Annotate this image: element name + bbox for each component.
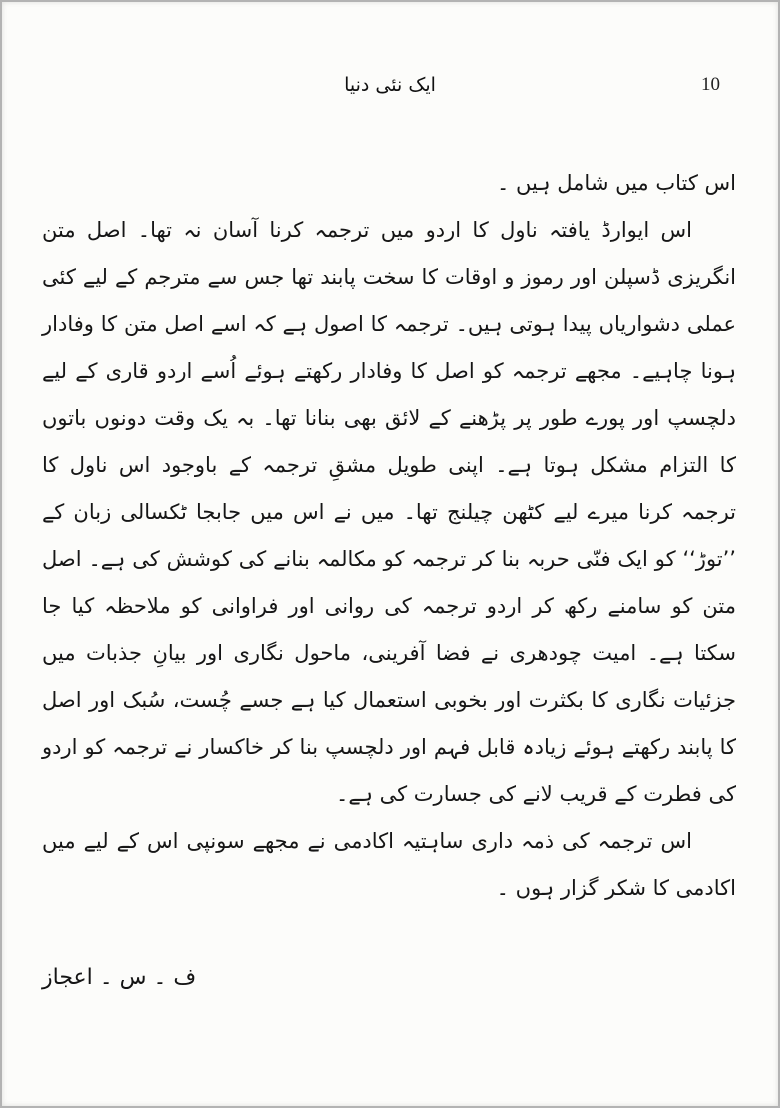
paragraph-closing: اس ترجمہ کی ذمہ داری ساہتیہ اکادمی نے مجھے سونپی اس کے لیے میں اکادمی کا شکر گزار ہوں ۔ bbox=[42, 829, 736, 900]
paragraph-main: اس ایوارڈ یافتہ ناول کا اردو میں ترجمہ کرنا آسان نہ تھا۔ اصل متن انگریزی ڈسپلن اور رموز و اوقات کا سخت پابند تھا جس سے مترجم کے لیے کئی عملی دشواریاں پیدا ہوتی ہیں۔ ترجمہ کا اصول ہے کہ اسے اصل متن کا وفادار ہونا چاہیے۔ مجھے ترجمہ کو اصل کا وفادار رکھتے ہوئے اُسے اردو قاری کے لیے دلچسپ اور پورے طور پر پڑھنے کے لائق بھی بنانا تھا۔ بہ یک وقت دونوں باتوں کا التزام مشکل ہوتا ہے۔ اپنی طویل مشقِ ترجمہ کے باوجود اس ناول کا ترجمہ کرنا میرے لیے کٹھن چیلنج تھا۔ میں نے اس میں جابجا ٹکسالی زبان کے ’’توڑ‘‘ کو ایک فنّی حربہ بنا کر ترجمہ کو مکالمہ بنانے کی کوشش کی ہے۔ اصل متن کو سامنے رکھ کر اردو ترجمہ کی روانی اور فراوانی کو ملاحظہ کیا جا سکتا ہے۔ امیت چودھری نے فضا آفرینی، ماحول نگاری اور بیانِ جذبات میں جزئیات نگاری کا بکثرت اور بخوبی استعمال کیا ہے جسے چُست، سُبک اور اصل کا پابند رکھتے ہوئے زیادہ قابل فہم اور دلچسپ بنا کر خاکسار نے ترجمہ کو اردو کی فطرت کے قریب لانے کی جسارت کی ہے۔ bbox=[42, 218, 736, 806]
paragraph-intro: اس کتاب میں شامل ہیں ۔ bbox=[497, 171, 736, 195]
author-signature: ف ۔ س ۔ اعجاز bbox=[42, 965, 197, 990]
body-text bbox=[42, 160, 736, 1001]
page-number: 10 bbox=[701, 74, 720, 95]
page-title: ایک نئی دنیا bbox=[344, 74, 436, 96]
page-header bbox=[2, 74, 778, 106]
